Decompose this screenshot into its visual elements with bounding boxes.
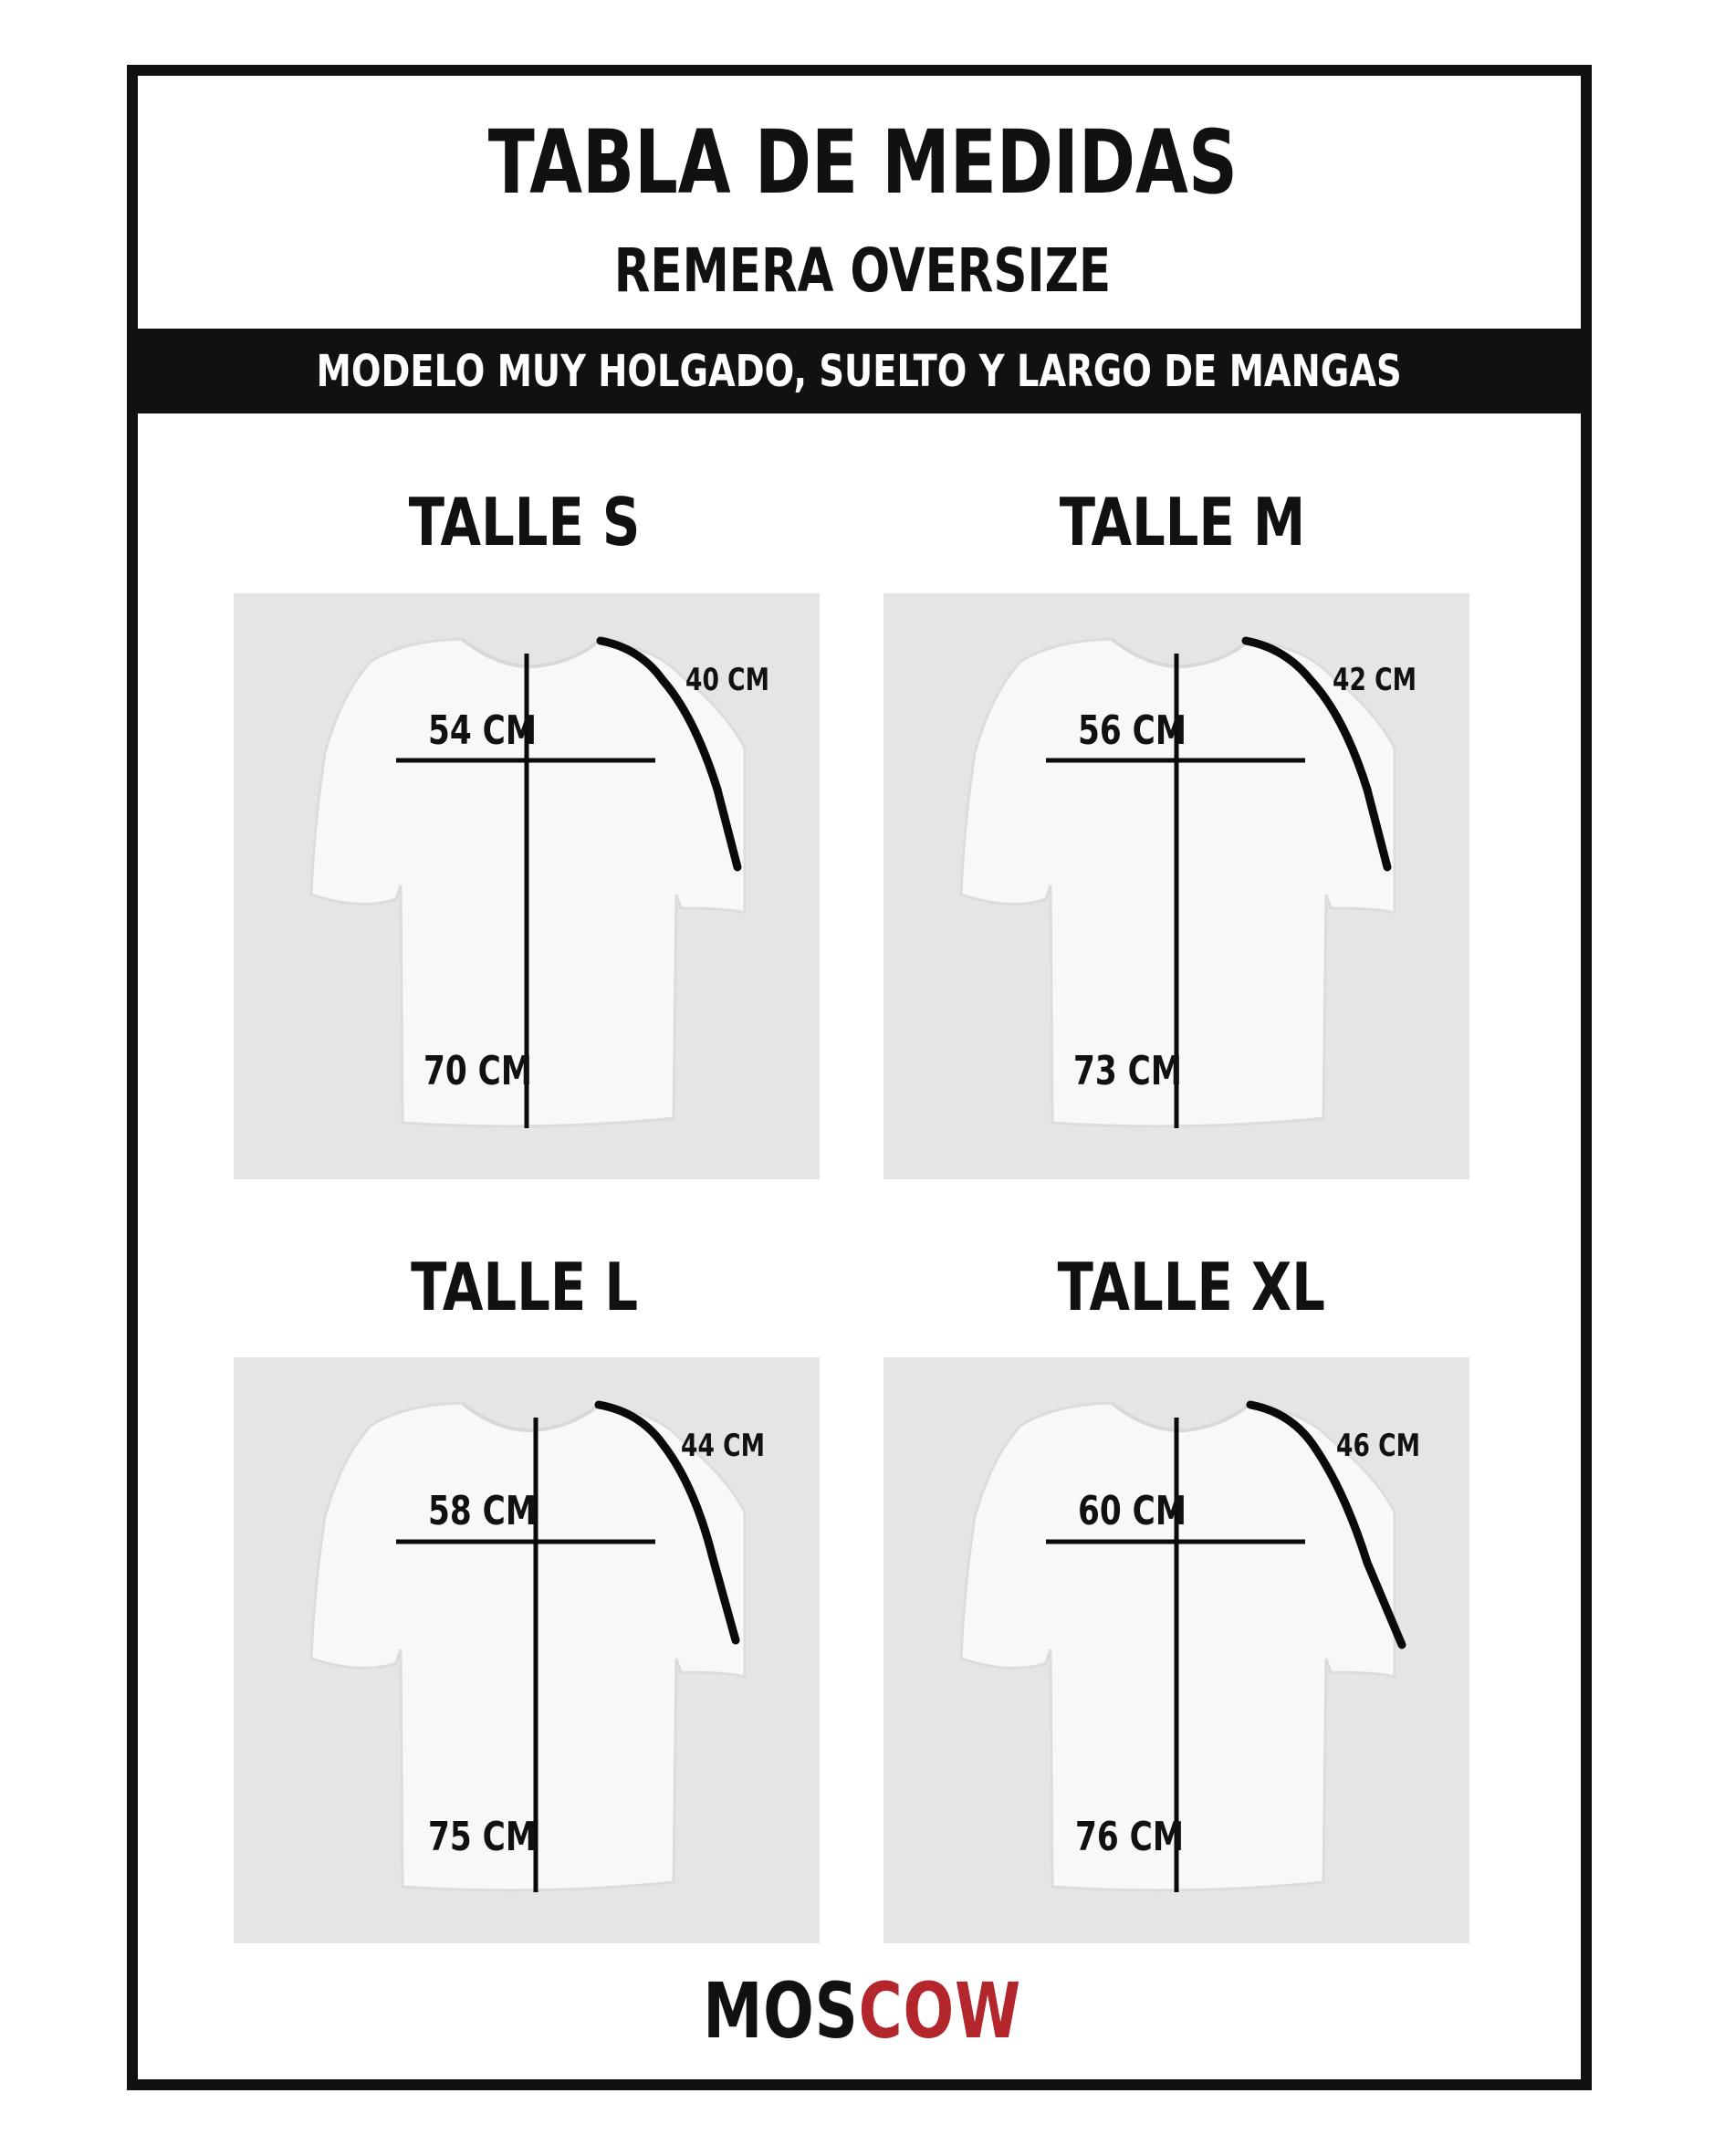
page-subtitle-text: REMERA OVERSIZE — [613, 235, 1112, 306]
length-value: 75 CM — [428, 1813, 537, 1861]
sleeve-value: 44 CM — [681, 1428, 765, 1464]
size-label-l-text: TALLE L — [411, 1249, 639, 1325]
brand-logo-part2: COW — [859, 1966, 1022, 2056]
size-label-s — [196, 486, 853, 559]
size-panel-s — [234, 593, 820, 1179]
size-panel-xl — [883, 1357, 1469, 1943]
length-value: 76 CM — [1075, 1813, 1184, 1861]
size-panel-l — [234, 1357, 820, 1943]
tshirt-diagram-m — [883, 593, 1469, 1179]
brand-logo — [0, 1966, 1725, 2056]
page-subtitle — [0, 235, 1725, 306]
width-value: 60 CM — [1078, 1487, 1187, 1535]
tshirt-diagram-xl — [883, 1357, 1469, 1943]
brand-logo-text — [703, 1966, 1022, 2056]
tshirt-diagram-l — [234, 1357, 820, 1943]
size-label-m-text: TALLE M — [1059, 484, 1305, 560]
size-panel-m — [883, 593, 1469, 1179]
size-label-xl-text: TALLE XL — [1057, 1249, 1325, 1325]
page-title — [0, 111, 1725, 214]
size-label-xl — [862, 1251, 1520, 1324]
sleeve-value: 40 CM — [685, 662, 769, 698]
size-label-s-text: TALLE S — [409, 484, 641, 560]
length-value: 73 CM — [1073, 1047, 1182, 1095]
page-title-text: TABLA DE MEDIDAS — [487, 111, 1238, 214]
width-value: 56 CM — [1078, 706, 1187, 755]
width-value: 58 CM — [428, 1487, 537, 1535]
size-label-m — [853, 486, 1511, 559]
length-value: 70 CM — [423, 1047, 532, 1095]
tshirt-diagram-s — [234, 593, 820, 1179]
brand-logo-part1: MOS — [703, 1966, 860, 2056]
sleeve-value: 42 CM — [1333, 662, 1417, 698]
description-band — [138, 329, 1581, 413]
description-text: MODELO MUY HOLGADO, SUELTO Y LARGO DE MANGAS — [316, 345, 1403, 397]
sleeve-value: 46 CM — [1336, 1428, 1420, 1464]
width-value: 54 CM — [428, 706, 537, 755]
size-label-l — [196, 1251, 853, 1324]
